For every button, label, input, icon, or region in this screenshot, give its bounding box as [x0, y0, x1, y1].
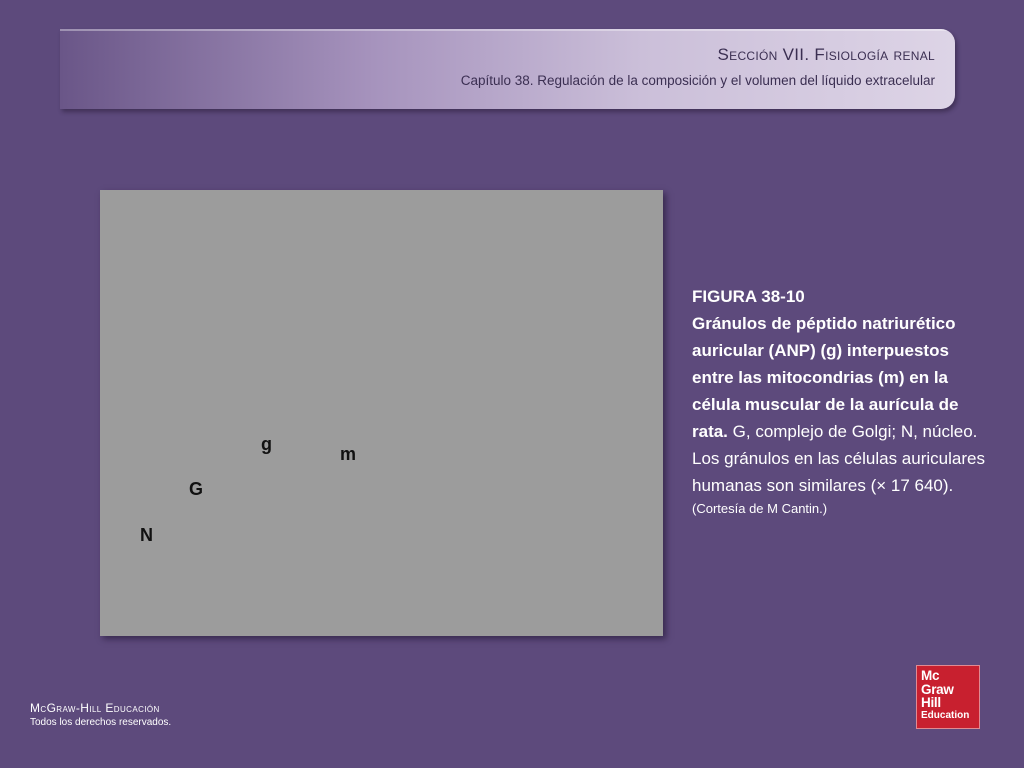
label-granules: g [261, 434, 272, 454]
caption-body-text: G, complejo de Golgi; N, núcleo. Los gránulos en las células auriculares humanas son similares (× 17 640). [692, 422, 985, 495]
publisher-footer [30, 700, 171, 730]
label-nucleus: N [140, 525, 153, 545]
rights-notice: Todos los derechos reservados. [30, 717, 172, 728]
publisher-name: McGraw-Hill Educación [30, 701, 160, 715]
figure-caption [692, 283, 992, 518]
mcgraw-hill-logo [916, 665, 980, 729]
figure-number: FIGURA 38-10 [692, 287, 805, 306]
label-mitochondria: m [340, 444, 357, 464]
caption-bold-text: Gránulos de péptido natriurético auricular (ANP) (g) interpuestos entre las mitocondrias (m) en la célula muscular de la aurícula de rata. [692, 314, 959, 441]
logo-line-hill: Hill [921, 695, 941, 710]
chapter-title: Capítulo 38. Regulación de la composición y el volumen del líquido extracelular [460, 73, 935, 88]
caption-credit: (Cortesía de M Cantin.) [692, 501, 828, 516]
logo-line-education: Education [921, 709, 970, 721]
micrograph-image [100, 190, 663, 636]
header-banner [60, 29, 955, 109]
logo-line-graw: Graw [921, 681, 954, 697]
label-golgi: G [189, 479, 204, 499]
section-title: Sección VII. Fisiología renal [717, 45, 935, 64]
logo-line-mc: Mc [921, 668, 940, 683]
